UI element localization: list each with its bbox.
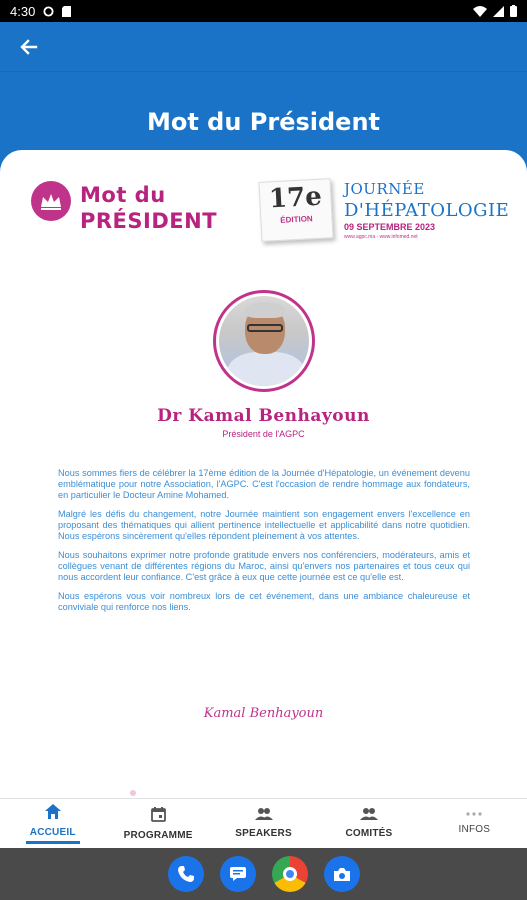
- title-band: [0, 72, 527, 162]
- nav-label-accueil: ACCUEIL: [29, 826, 76, 838]
- bottom-navigation: [0, 798, 527, 848]
- signal-icon: [493, 6, 504, 17]
- signature: Kamal Benhayoun: [203, 706, 324, 721]
- calendar-icon: [151, 807, 166, 822]
- nav-label-speakers: SPEAKERS: [235, 828, 292, 839]
- event-title-line1: JOURNÉE: [344, 180, 425, 198]
- mot-title-line1: Mot du: [80, 183, 166, 207]
- edition-word: ÉDITION: [280, 214, 313, 225]
- status-bar: [0, 0, 527, 22]
- status-time: 4:30: [10, 3, 36, 19]
- nav-comites[interactable]: [316, 799, 421, 848]
- letter-paragraph: Nous espérons vous voir nombreux lors de cet événement, dans une ambiance chaleureuse et conviviale qui renforce nos liens.: [58, 591, 470, 612]
- app-bar: [0, 22, 527, 72]
- nav-label-programme: PROGRAMME: [123, 829, 193, 841]
- mot-du-president-heading: [80, 182, 217, 234]
- nav-label-infos: INFOS: [458, 824, 491, 835]
- edition-number: 17e: [268, 181, 323, 215]
- people-icon: [360, 808, 378, 820]
- event-title: [344, 178, 509, 222]
- people-icon: [255, 808, 273, 820]
- event-title-line2: D'HÉPATOLOGIE: [344, 200, 510, 221]
- sim-card-icon: [62, 6, 71, 17]
- letter-body: [58, 468, 470, 621]
- settings-icon: [43, 6, 54, 17]
- letter-paragraph: Nous sommes fiers de célébrer la 17ème édition de la Journée d'Hépatologie, un événement devenu emblématique pour notre Association, l'AGPC. C'est l'occasion de rendre hommage aux fondateurs, en particulier le Docteur Amine Mohamed.: [58, 468, 470, 500]
- back-button[interactable]: [16, 34, 42, 60]
- crown-badge-icon: [31, 181, 71, 221]
- messages-icon[interactable]: [220, 856, 256, 892]
- nav-speakers[interactable]: [211, 799, 316, 848]
- nav-programme[interactable]: [105, 799, 210, 848]
- android-dock: [0, 848, 527, 900]
- nav-infos[interactable]: [422, 799, 527, 848]
- more-horizontal-icon: [466, 812, 482, 816]
- mot-title-line2: PRÉSIDENT: [80, 209, 218, 233]
- event-date: 09 SEPTEMBRE 2023: [344, 222, 436, 232]
- letter-paragraph: Nous souhaitons exprimer notre profonde gratitude envers nos conférenciers, modérateurs, amis et collègues venant de différentes régions du Maroc, ainsi qu'envers nos partenaires et tous ceux qui nous accordent leur confiance. C'est grâce à eux que cette journée est ce qu'elle est.: [58, 550, 470, 582]
- battery-icon: [510, 5, 517, 17]
- event-web: www.agpc.ma - www.infomed.net: [344, 234, 418, 240]
- chrome-icon[interactable]: [272, 856, 308, 892]
- letter-header: [28, 178, 510, 248]
- letter-paragraph: Malgré les défis du changement, notre Journée maintient son engagement envers l'excellence en proposant des thématiques qui allient pertinence intellectuelle et applicabilité dans notre quotidien. Nous espérons sincèrement qu'elles répondent pleinement à vos attentes.: [58, 509, 470, 541]
- content-card: [0, 150, 527, 798]
- home-icon: [45, 804, 61, 819]
- nav-accueil[interactable]: [0, 799, 105, 848]
- phone-icon[interactable]: [168, 856, 204, 892]
- president-name: Dr Kamal Benhayoun: [157, 406, 370, 426]
- portrait-image: [219, 296, 309, 386]
- camera-icon[interactable]: [324, 856, 360, 892]
- nav-label-comites: COMITÉS: [345, 828, 393, 839]
- decorative-dot: [130, 790, 136, 796]
- edition-card: [258, 178, 333, 242]
- page-title: Mot du Président: [146, 108, 381, 136]
- arrow-left-icon: [20, 38, 38, 56]
- wifi-icon: [473, 6, 487, 17]
- president-role: Président de l'AGPC: [222, 429, 305, 439]
- president-photo: [213, 290, 315, 392]
